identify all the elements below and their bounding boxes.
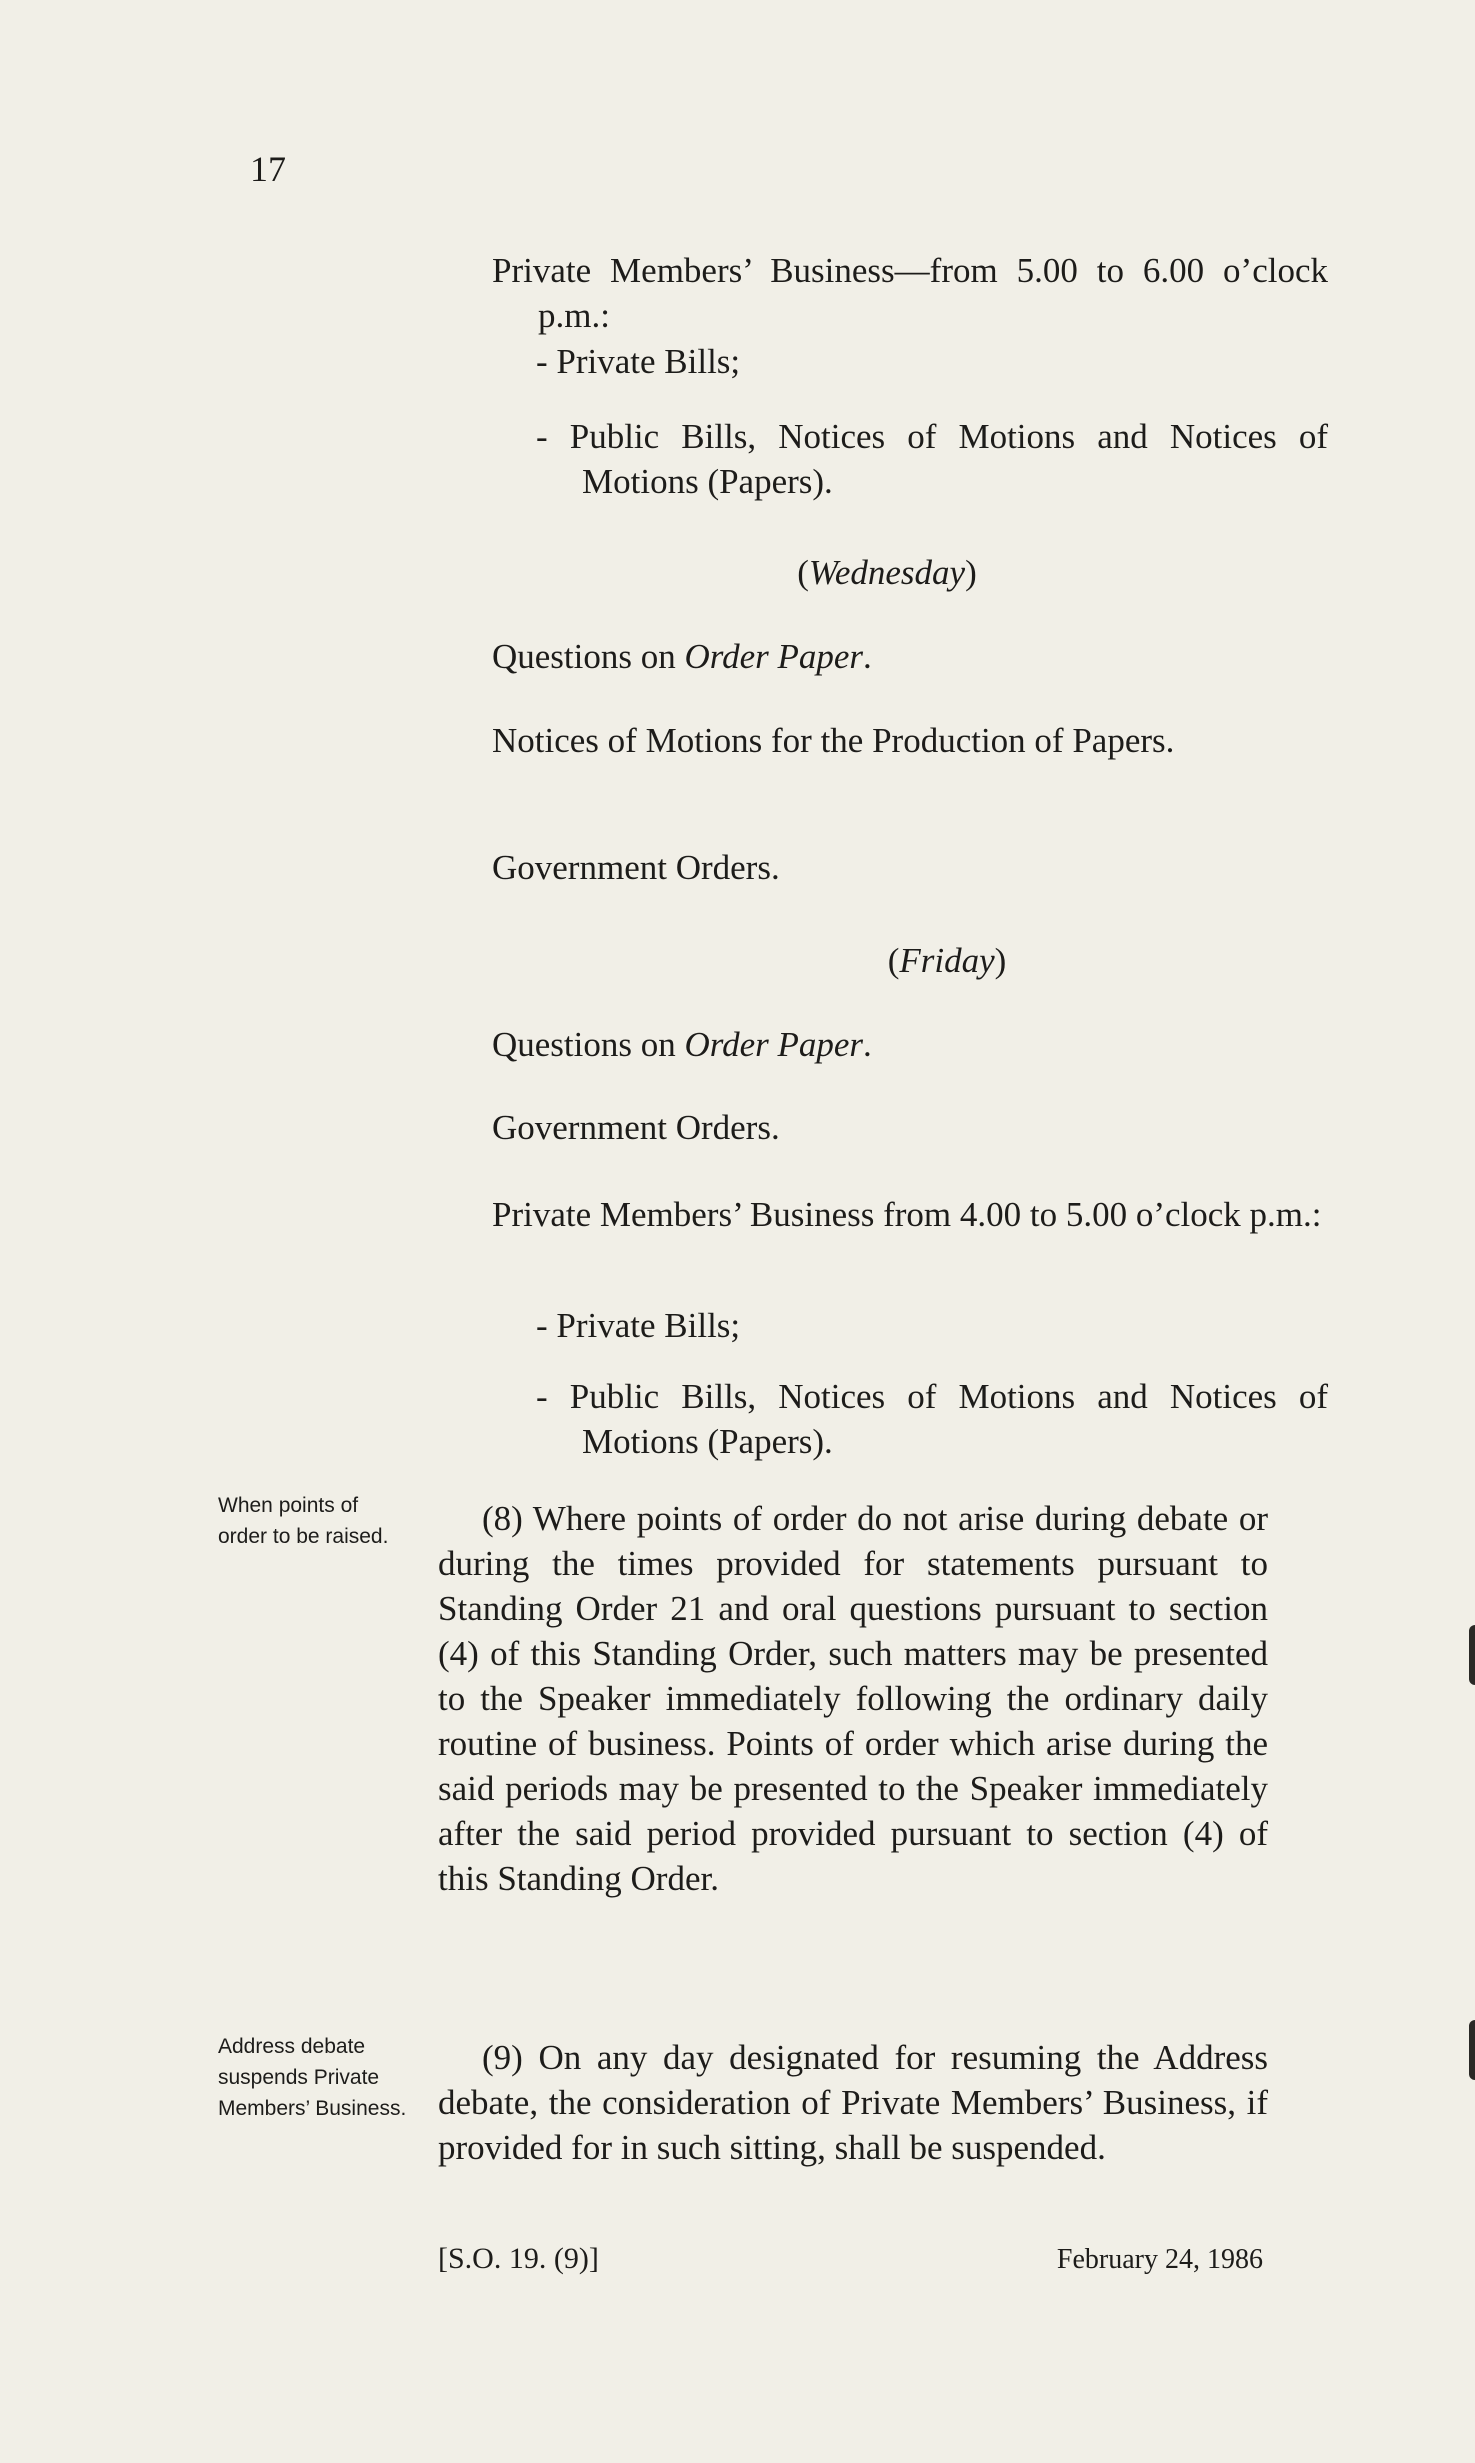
margin-note-points-of-order: When points of order to be raised.	[218, 1494, 389, 1548]
wednesday-questions-prefix: Questions on	[492, 637, 685, 676]
schedule-public-bills-first: - Public Bills, Notices of Motions and Notices of Motions (Papers).	[536, 417, 1328, 501]
wednesday-label: Wednesday	[808, 553, 966, 592]
wednesday-order-paper: Order Paper	[684, 637, 864, 676]
friday-order-paper: Order Paper	[684, 1025, 864, 1064]
edge-mark-bottom	[1469, 2020, 1475, 2080]
margin-note-address-debate: Address debate suspends Private Members’ Business.	[218, 2035, 407, 2120]
heading-friday: (Friday)	[887, 941, 1007, 980]
footer-date: February 24, 1986	[1056, 2244, 1263, 2275]
wednesday-questions-suffix: .	[863, 637, 872, 676]
footer-reference: [S.O. 19. (9)]	[438, 2242, 599, 2275]
paragraph-8: (8) Where points of order do not arise during debate or during the times provided for statements pursuant to Standing Order 21 and oral questions pursuant to section (4) of this Standing Order, such matters may be presented to the Speaker immediately following the ordinary daily routine of business. Points of order which arise during the said periods may be presented to the Speaker immediately after the said period provided pursuant to section (4) of this Standing Order.	[438, 1499, 1268, 1898]
friday-questions-prefix: Questions on	[492, 1025, 685, 1064]
friday-label: Friday	[899, 941, 995, 980]
schedule-public-bills-second: - Public Bills, Notices of Motions and Notices of Motions (Papers).	[536, 1377, 1328, 1461]
edge-mark-top	[1469, 1625, 1475, 1685]
wednesday-questions	[492, 634, 1282, 679]
paragraph-9: (9) On any day designated for resuming the Address debate, the consideration of Private Members’ Business, if provided for in such sitting, shall be suspended.	[438, 2038, 1268, 2167]
wednesday-notices: Notices of Motions for the Production of Papers.	[492, 721, 1175, 760]
friday-government-orders: Government Orders.	[492, 1108, 780, 1147]
heading-wednesday: (Wednesday)	[797, 553, 977, 592]
friday-questions-suffix: .	[863, 1025, 872, 1064]
friday-questions	[492, 1022, 1282, 1067]
schedule-private-bills-second: - Private Bills;	[536, 1306, 741, 1345]
schedule-pmb-second: Private Members’ Business from 4.00 to 5.00 o’clock p.m.:	[492, 1195, 1322, 1234]
wednesday-government-orders: Government Orders.	[492, 848, 780, 887]
schedule-pmb-first: Private Members’ Business—from 5.00 to 6.00 o’clock p.m.:	[492, 251, 1328, 335]
page-number: 17	[250, 149, 286, 189]
schedule-private-bills-first: - Private Bills;	[536, 342, 741, 381]
